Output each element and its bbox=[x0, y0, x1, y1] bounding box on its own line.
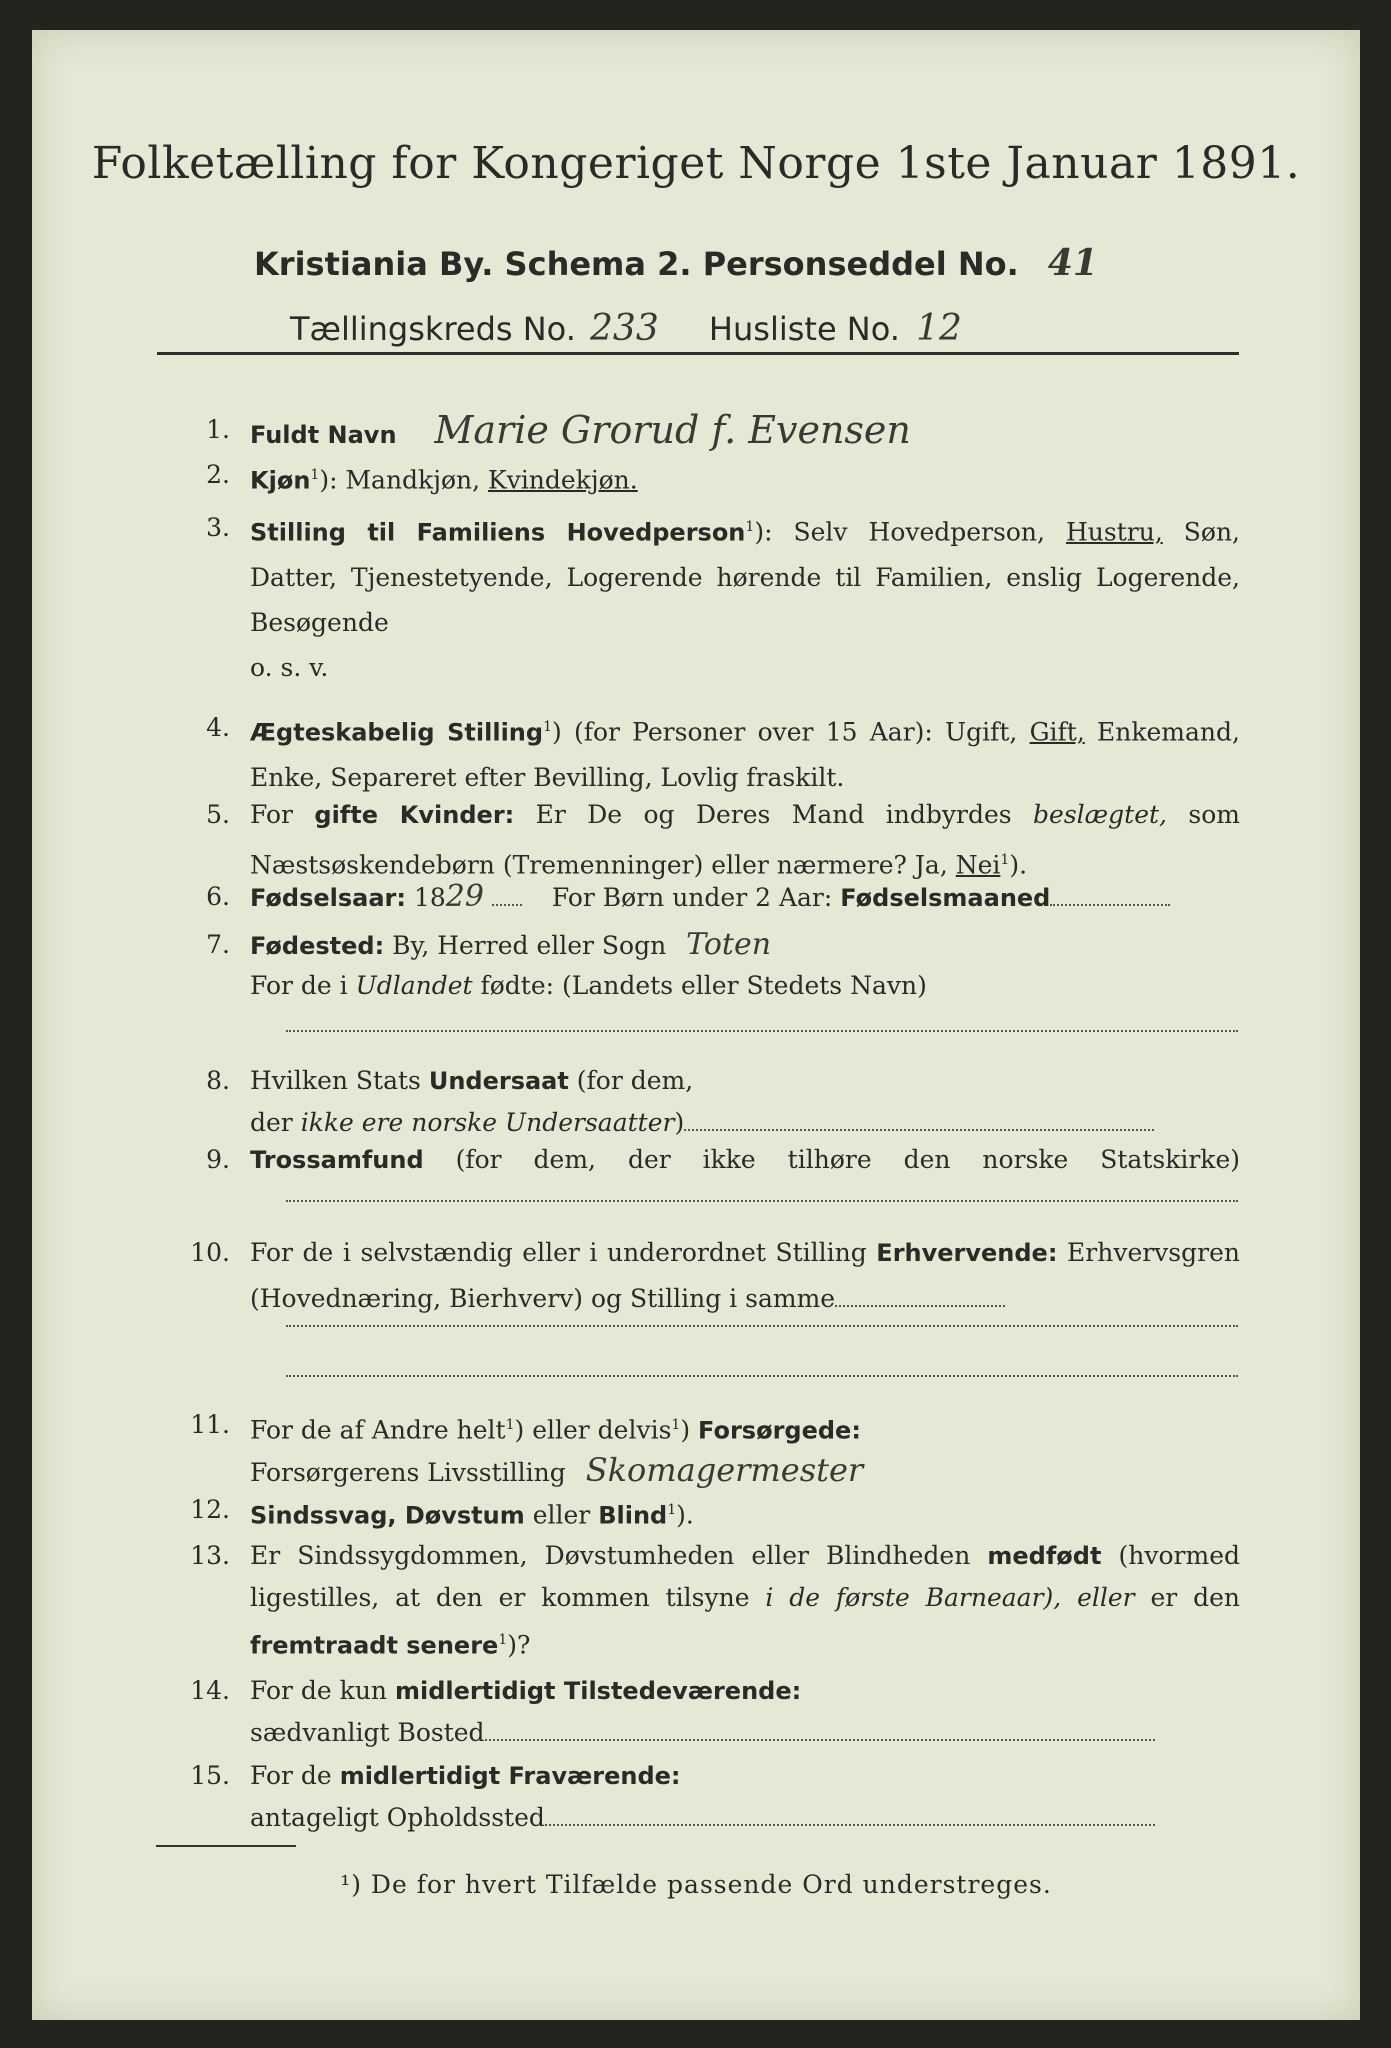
full-name-value: Marie Grorud f. Evensen bbox=[434, 408, 911, 452]
birthplace-value: Toten bbox=[686, 927, 772, 962]
birth-year-value: 29 bbox=[445, 879, 484, 914]
district-line: Tællingskreds No. 233 Husliste No. 12 bbox=[290, 308, 962, 349]
header-rule bbox=[157, 352, 1239, 355]
census-form: Folketælling for Kongeriget Norge 1ste Januar 1891. Kristiania By. Schema 2. Personseddel No. 41 Tællingskreds No. 233 Husliste No. 12 1. Fuldt Navn Marie Grorud f. Evensen 2. Kjøn$^1$): Mandkjøn, Kvindekjøn. 3. Stilling til Familiens Hovedperson$^1$): Selv Hovedperson, Hustru, Søn, Datter, Tjenestetyende, Logerende hørende til Familien, enslig Logerende, Besøgende o. s. v. 4. Ægteskabelig Stilling$^1$) (for Personer over 15 Aar): Ugift, Gift, Enkemand, Enke, Separeret efter Bevilling, Lovlig fraskilt. 5. For gifte Kvinder: Er De og Deres Mand indbyrdes beslægtet, som Næstsøskendebørn (Tremenninger) eller nærmere? Ja, Nei$^1$). 6. Fødselsaar: 1829 For Børn under 2 Aar: Fødselsmaaned 7. Fødested: By, Herred eller Sogn Toten For de i Udlandet fødte: (Landets eller Stedets Navn) 8. Hvilken Stats Undersaat (for dem, der ikke ere norske Undersaatter) 9. Trossamfund (for dem, der ikke tilhøre den norske Statskirke) 10. For de i selvstændig eller i underordnet Stilling Erhvervende: Erhvervsgren (Hovednæring, Bierhverv) og Stilling i samme 11. For de af Andre helt$^1$) eller delvis$^1$) Forsørgede: Forsørgerens Livsstilling Skomagermester 12. Sindssvag, Døvstum eller Blind$^1$). 13. Er Sindssygdommen, Døvstumheden eller Blindheden medfødt (hvormed ligestilles, at den er kommen tilsyne i de første Barneaar), eller er den fremtraadt senere$^1$)? 14. For de kun midlertidigt Tilstedeværende: sædvanligt Bosted 15. For de midlertidigt Fraværende: antageligt Opholdssted ¹) De for hvert Tilfælde passende Ord understreges. bbox=[32, 30, 1360, 2020]
item-9-blank bbox=[286, 1200, 1238, 1202]
personseddel-number: 41 bbox=[1047, 242, 1098, 284]
footnote: ¹) De for hvert Tilfælde passende Ord understreges. bbox=[340, 1870, 1052, 1899]
husliste-number: 12 bbox=[916, 308, 962, 349]
provider-occupation-value: Skomagermester bbox=[585, 1451, 864, 1490]
footnote-rule bbox=[156, 1845, 296, 1847]
item-10-blank-2 bbox=[286, 1375, 1238, 1377]
form-title: Folketælling for Kongeriget Norge 1ste Januar 1891. bbox=[91, 138, 1301, 189]
schema-line: Kristiania By. Schema 2. Personseddel No. 41 bbox=[254, 242, 1098, 284]
item-10-blank-1 bbox=[286, 1325, 1238, 1327]
item-7-blank bbox=[286, 1030, 1238, 1032]
taellingskreds-number: 233 bbox=[590, 308, 659, 349]
